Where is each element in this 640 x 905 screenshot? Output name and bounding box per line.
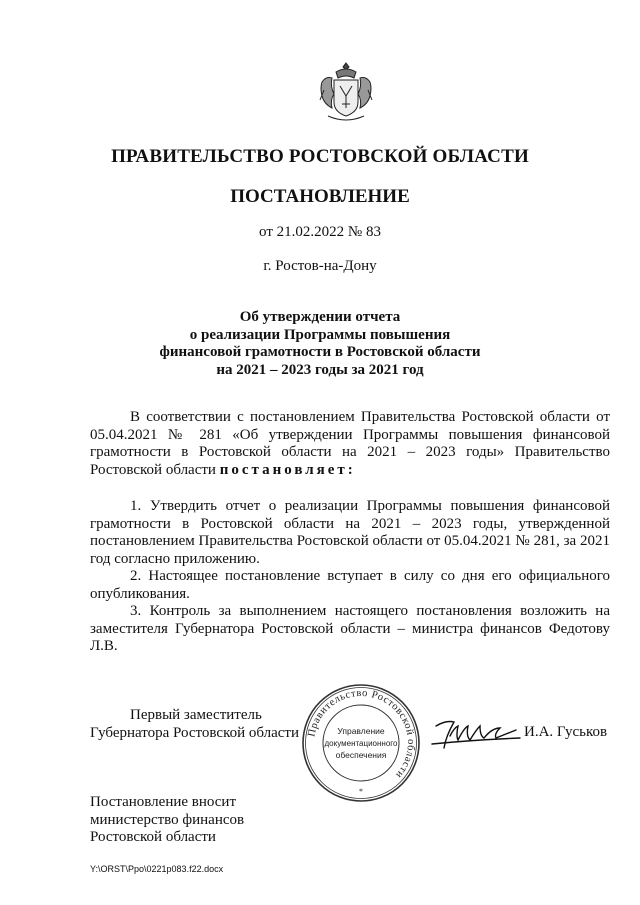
preamble-paragraph bbox=[90, 409, 610, 479]
handwritten-signature bbox=[428, 714, 524, 754]
subject-line: Об утверждении отчета bbox=[239, 309, 401, 325]
resolution-item: 1. Утвердить отчет о реализации Программы повышения финансовой грамотности в Ростовской области на 2021 – 2023 годы, утвержденной постановлением Правительства Ростовской области от 05.04.2021 № 281, за 2021 год согласно приложению. bbox=[90, 498, 610, 567]
resolution-item: 3. Контроль за выполнением настоящего постановления возложить на заместителя Губернатора Ростовской области – министра финансов Федотову Л.В. bbox=[90, 603, 610, 654]
stamp-center-line: Управление bbox=[337, 726, 385, 736]
date-and-number: от 21.02.2022 № 83 bbox=[259, 224, 381, 240]
file-path: Y:\ORST\Ppo\0221p083.f22.docx bbox=[90, 864, 224, 874]
signer-position-line: Первый заместитель bbox=[130, 707, 262, 723]
city: г. Ростов-на-Дону bbox=[263, 258, 377, 274]
submitted-by-line: Постановление вносит bbox=[90, 794, 237, 810]
subject-line: финансовой грамотности в Ростовской области bbox=[159, 344, 481, 360]
resolution-item: 2. Настоящее постановление вступает в силу со дня его официального опубликования. bbox=[90, 568, 610, 602]
coat-of-arms-emblem bbox=[314, 60, 378, 124]
svg-text:*: * bbox=[359, 787, 363, 796]
subject-line: на 2021 – 2023 годы за 2021 год bbox=[216, 361, 424, 378]
stamp-center-line: документационного bbox=[324, 739, 398, 748]
organization-name: ПРАВИТЕЛЬСТВО РОСТОВСКОЙ ОБЛАСТИ bbox=[111, 146, 529, 167]
submitted-by bbox=[90, 794, 244, 847]
preamble-text: В соответствии с постановлением Правительства Ростовской области от 05.04.2021 № 281 «Об утверждении Программы повышения финансовой грамотности в Ростовской области на 2021 – 2023 годы» Правительство Ростовской области bbox=[90, 409, 610, 478]
signer-position bbox=[90, 707, 299, 742]
resolves-word: постановляет: bbox=[219, 461, 356, 478]
signer-position-line: Губернатора Ростовской области bbox=[90, 724, 300, 741]
stamp-ring-text: Правительство Ростовской области bbox=[306, 687, 417, 781]
submitted-by-line: министерство финансов bbox=[90, 811, 245, 828]
signer-name: И.А. Гуськов bbox=[524, 724, 608, 740]
official-stamp bbox=[300, 682, 422, 804]
subject-line: о реализации Программы повышения bbox=[189, 326, 451, 343]
submitted-by-line: Ростовской области bbox=[90, 829, 216, 845]
stamp-center-line: обеспечения bbox=[335, 750, 387, 760]
resolution-items bbox=[90, 498, 610, 656]
document-subject bbox=[0, 309, 640, 379]
document-type: ПОСТАНОВЛЕНИЕ bbox=[230, 186, 410, 207]
